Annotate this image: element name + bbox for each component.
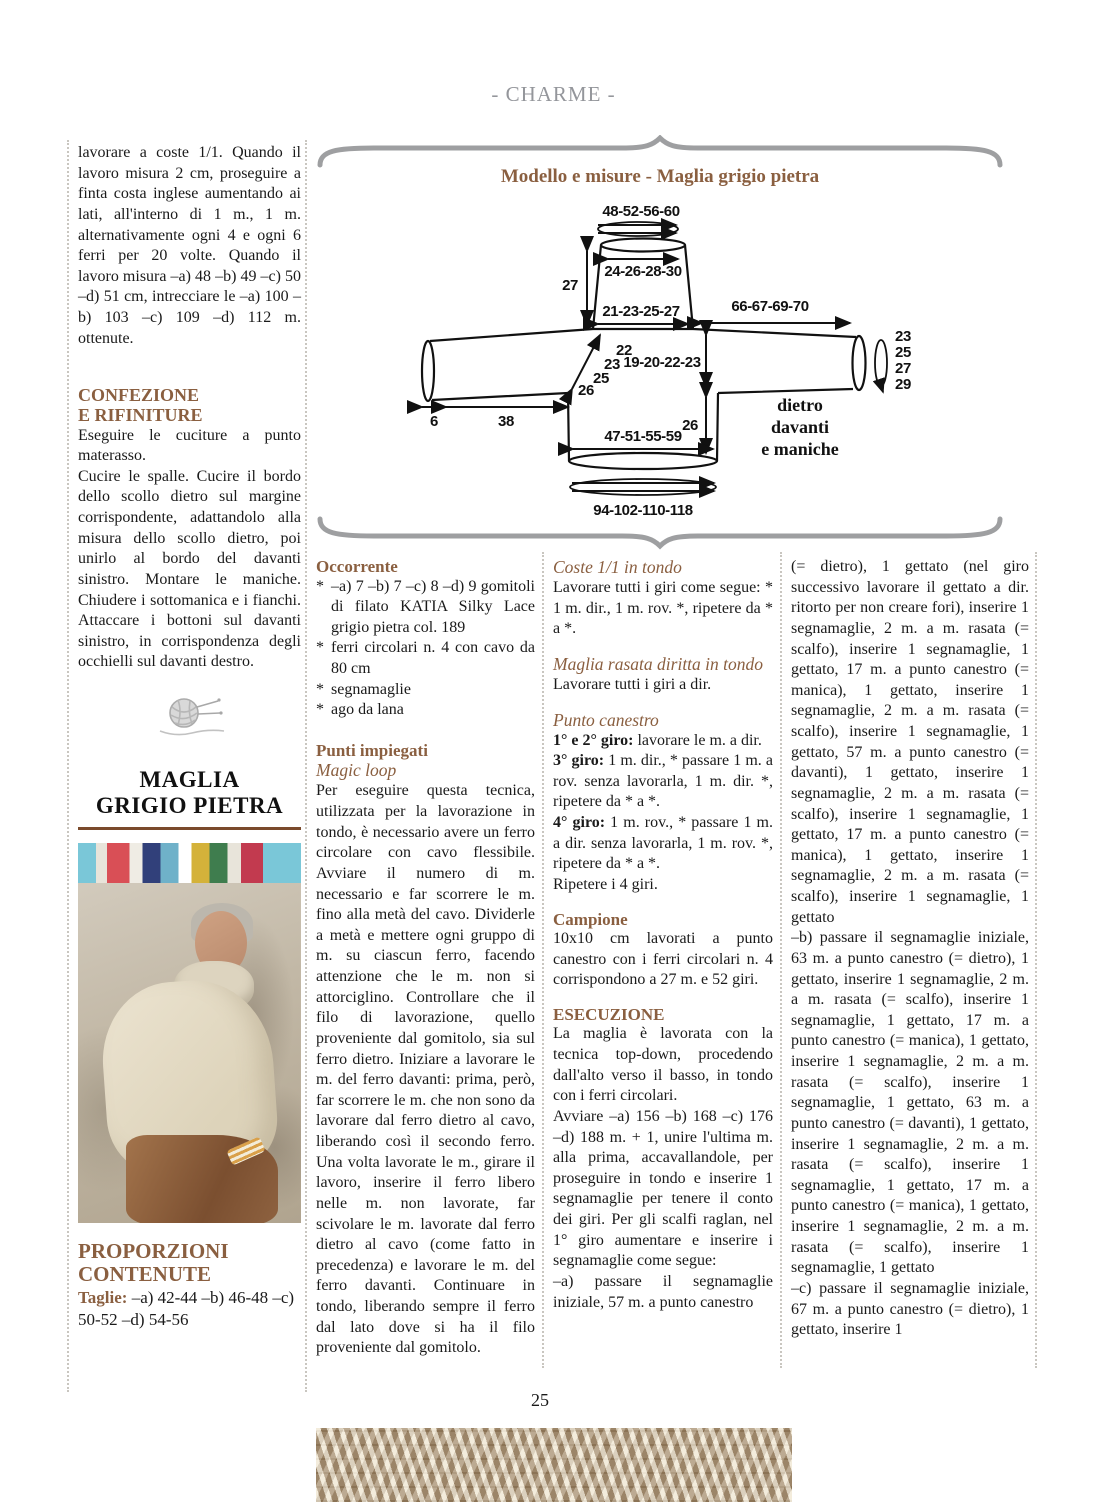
- giro-paragraph: 4° giro: 1 m. rov., * passare 1 m. a dir. senza lavorarla, 1 m. rov. *, ripetere da * a *.: [553, 814, 773, 873]
- sleeve-underside-label: 38: [498, 413, 514, 430]
- instructions-paragraph: –c) passare il segnamaglie iniziale, 67 m. a punto canestro (= dietro), 1 gettato, inserire 1: [791, 1279, 1029, 1339]
- taglie-label: Taglie:: [78, 1287, 128, 1307]
- cuff-rib-label: 6: [430, 413, 438, 430]
- raglan-label: 26: [578, 382, 594, 399]
- column-divider: [1035, 552, 1037, 1368]
- list-item: * segnamaglie: [316, 680, 535, 701]
- neck-width-label: 21-23-25-27: [602, 303, 680, 320]
- schematic-title: Modello e misure - Maglia grigio pietra: [500, 166, 820, 187]
- list-item: * ferri circolari n. 4 con cavo da 80 cm: [316, 638, 535, 679]
- confezione-paragraph: Eseguire le cuciture a punto materasso.: [78, 426, 301, 465]
- cuff-circumference-indicator: [875, 340, 887, 392]
- magic-loop-paragraph: Per eseguire questa tecnica, utilizzata per la lavorazione in tondo, è necessario avere un ferro circolare con cavo flessibile. Avviare il numero di m. necessario e far scorrere le m. fino alla metà del cavo. Dividerle a metà e mettere ogni gruppo di m. su ciascun ferro, facendo attenzione che le m. non si attorciglino. Controllare che il filo di lavorazione, quello proveniente dal gomitolo, sia sul ferro dietro. Iniziare a lavorare le m. del ferro davanti: prima, però, far scorrere le m. che non sono da lavorare dal ferro dietro al cavo, liberando così il secondo ferro. Una volta lavorate le m., girare il lavoro, inserire il ferro libero nelle m. non lavorate, far scivolare le m. lavorate dal ferro dietro al cavo (come fatto in precedenza) e lavorare le m. del ferro davanti. Continuare in tondo, liberando sempre il ferro dal lato dove si ha il filo proveniente dal gomitolo.: [316, 782, 535, 1357]
- instructions-paragraph: (= dietro), 1 gettato (nel giro successivo lavorare il gettato a dir. ritorto per non creare fori), inserire 1 segnamaglie, 2 m. a m. rasata (= scalfo), inserire 1 segnamaglie, 1 gettato, 17 m. a punto canestro (= manica), 1 gettato, inserire 1 segnamaglie, 2 m. a m. rasata (= scalfo), inserire 1 segnamaglie, 1 gettato, 57 m. a punto canestro (= davanti), 1 gettato, inserire 1 segnamaglie, 2 m. a m. rasata (= scalfo), inserire 1 segnamaglie, 1 gettato, 17 m. a punto canestro (= manica), 1 gettato, inserire 1 segnamaglie, 2 m. a m. rasata (= scalfo), inserire 1 segnamaglie, 1 gettato: [791, 558, 1029, 926]
- piece-label: dietro: [777, 395, 823, 415]
- confezione-paragraph: Cucire le spalle. Cucire il bordo dello scollo dietro sul margine corrispondente, adattandolo alla misura dello scollo dietro, poi unirlo al bordo del davanti sinistro. Montare le maniche. Chiudere i sottomanica e i fianchi. Attaccare i bottoni sul davanti sinistro, in corrispondenza degli occhielli sul davanti destro.: [78, 467, 301, 671]
- model-photo: [78, 843, 301, 1223]
- raglan-label: 25: [593, 370, 609, 387]
- occorrente-heading: Occorrente: [316, 557, 398, 576]
- canestro-heading: Punto canestro: [553, 709, 659, 730]
- esecuzione-paragraph: La maglia è lavorata con la tecnica top-down, procedendo dall'alto verso il basso, in tondo con i ferri circolari.: [553, 1025, 773, 1105]
- piece-label: e maniche: [761, 439, 839, 459]
- sweater-schematic: [310, 135, 1010, 551]
- continuation-column: [791, 557, 1029, 1375]
- asterisk-bullet: *: [316, 680, 324, 698]
- cuff-label: 25: [895, 344, 911, 361]
- rasata-paragraph: Lavorare tutti i giri a dir.: [553, 675, 712, 693]
- collar-width-label: 24-26-28-30: [604, 263, 682, 280]
- rasata-heading: Maglia rasata diritta in tondo: [553, 653, 764, 674]
- list-item: * –a) 7 –b) 7 –c) 8 –d) 9 gomitoli di filato KATIA Silky Lace grigio pietra col. 189: [316, 577, 535, 639]
- giro-paragraph: 1° e 2° giro: lavorare le m. a dir.: [553, 731, 762, 749]
- bottom-brace: [320, 519, 1000, 546]
- neck-circumference-indicator: [598, 222, 678, 236]
- asterisk-bullet: *: [316, 639, 324, 657]
- campione-heading: Campione: [553, 909, 628, 929]
- proporzioni-heading: PROPORZIONI CONTENUTE: [78, 1238, 229, 1287]
- cuff-label: 27: [895, 360, 911, 377]
- sleeve-length-label: 66-67-69-70: [731, 298, 809, 315]
- campione-paragraph: 10x10 cm lavorati a punto canestro con i ferri circolari n. 4 corrispondono a 27 m. e 52 giri.: [553, 930, 773, 989]
- raglan-label: 23: [604, 356, 620, 373]
- yarn-ball-icon: [148, 689, 232, 741]
- left-column: [78, 143, 301, 1330]
- neck-circumference-label: 48-52-56-60: [602, 203, 680, 220]
- hem-circumference-label: 94-102-110-118: [593, 502, 693, 519]
- cuff-label: 29: [895, 376, 911, 393]
- instructions-paragraph: –b) passare il segnamaglie iniziale, 63 m. a punto canestro (= dietro), 1 gettato, inserire 1 segnamaglie, 2 m. a m. rasata (= scalfo), inserire 1 segnamaglie, 1 gettato, 17 m. a punto canestro (= manica), 1 gettato, inserire 1 segnamaglie, 2 m. a m. rasata (= scalfo), inserire 1 segnamaglie, 1 gettato, 63 m. a punto canestro (= davanti), 1 gettato, inserire 1 segnamaglie, 2 m. a m. rasata (= scalfo), inserire 1 segnamaglie, 1 gettato, 17 m. a punto canestro (= manica), 1 gettato, inserire 1 segnamaglie, 2 m. a m. rasata (= scalfo), inserire 1 segnamaglie, 1 gettato: [791, 929, 1029, 1277]
- knit-texture-image: [316, 1428, 792, 1502]
- punti-impiegati-heading: Punti impiegati: [316, 740, 428, 760]
- column-divider: [542, 552, 544, 1368]
- top-brace: [320, 138, 1000, 165]
- column-divider: [305, 140, 307, 1392]
- hem-circumference-indicator: [570, 479, 716, 495]
- hem-width-label: 47-51-55-59: [604, 428, 682, 445]
- column-divider: [67, 140, 69, 1392]
- armhole-depth-label: 19-20-22-23: [623, 354, 701, 371]
- column-divider: [780, 552, 782, 1368]
- asterisk-bullet: *: [316, 701, 324, 719]
- title-underline: [78, 827, 301, 830]
- raglan-label: 22: [616, 342, 632, 359]
- collar-height-label: 27: [562, 277, 578, 294]
- list-item: * ago da lana: [316, 700, 535, 721]
- schematic-panel: [310, 135, 1010, 551]
- giro-paragraph: 3° giro: 1 m. dir., * passare 1 m. a rov. senza lavorarla, 1 m. dir. *, ripetere da * a *.: [553, 752, 774, 811]
- page-number: 25: [531, 1390, 549, 1410]
- esecuzione-heading: ESECUZIONE: [553, 1004, 665, 1024]
- occorrente-column: [316, 557, 535, 1359]
- colorful-banner: [78, 843, 301, 883]
- confezione-heading: CONFEZIONE E RIFINITURE: [78, 385, 203, 426]
- body-side-label: 26: [682, 417, 698, 434]
- piece-label: davanti: [770, 417, 830, 437]
- intro-paragraph: lavorare a coste 1/1. Quando il lavoro misura 2 cm, proseguire a finta costa inglese aumentando ai lati, all'interno di 1 m., 1 m. alternativamente ogni 4 e ogni 6 ferri per 20 volte. Quando il lavoro misura –a) 48 –b) 49 –c) 50 –d) 51 cm, intrecciare le –a) 100 –b) 103 –c) 109 –d) 112 m. ottenute.: [78, 144, 301, 347]
- esecuzione-paragraph: –a) passare il segnamaglie iniziale, 57 m. a punto canestro: [553, 1272, 773, 1311]
- magic-loop-heading: Magic loop: [316, 760, 397, 781]
- pattern-title: MAGLIA GRIGIO PIETRA: [78, 767, 301, 830]
- taglie-line: Taglie: –a) 42-44 –b) 46-48 –c) 50-52 –d) 54-56: [78, 1287, 295, 1329]
- cuff-label: 23: [895, 328, 911, 345]
- esecuzione-paragraph: Avviare –a) 156 –b) 168 –c) 176 –d) 188 m. + 1, unire l'ultima m. alla prima, accavallandole, per proseguire in tondo e inserire 1 segnamaglie per tenere il conto dei giri. Per gli scalfi raglan, nel 1° giro aumentare e inserire i segnamaglie come segue:: [553, 1107, 773, 1270]
- coste-paragraph: Lavorare tutti i giri come segue: * 1 m. dir., 1 m. rov. *, ripetere da * a *.: [553, 579, 773, 638]
- punti-column: [553, 557, 773, 1313]
- ripetere-line: Ripetere i 4 giri.: [553, 875, 658, 893]
- asterisk-bullet: *: [316, 577, 324, 595]
- coste-heading: Coste 1/1 in tondo: [553, 557, 682, 577]
- magazine-header: - CHARME -: [491, 82, 616, 106]
